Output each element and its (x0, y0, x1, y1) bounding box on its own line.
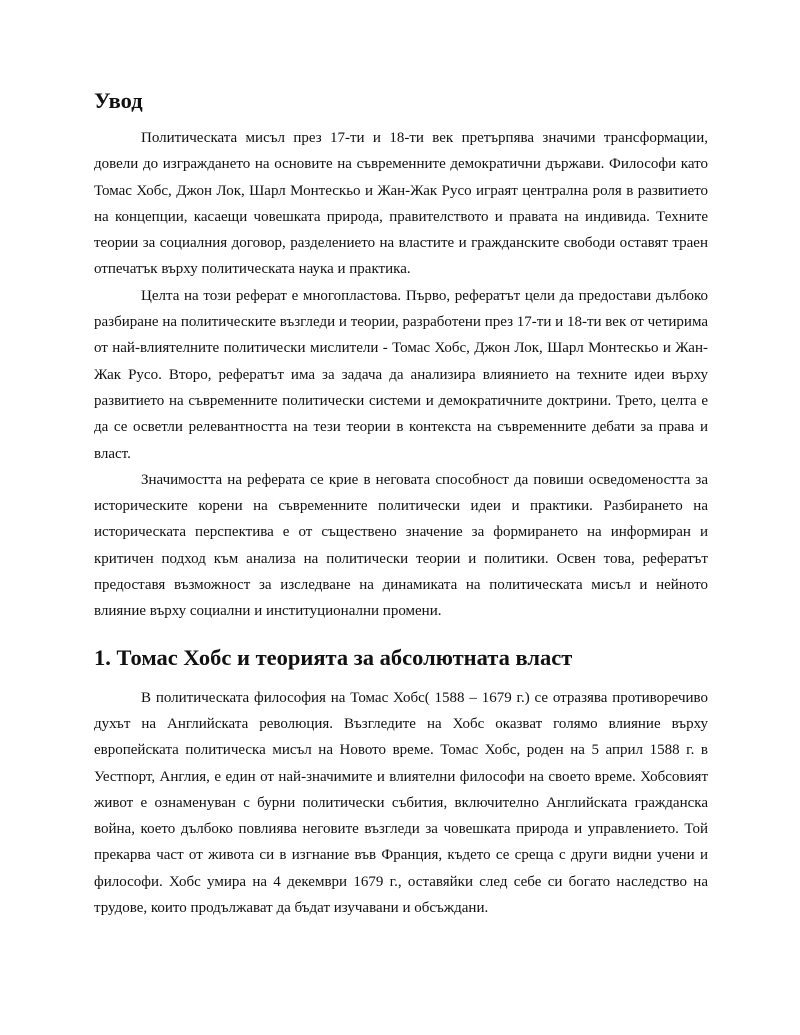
intro-paragraph-1: Политическата мисъл през 17-ти и 18-ти век претърпява значими трансформации, довели до изграждането на основите на съвременните демократични държави. Философи като Томас Хобс, Джон Лок, Шарл Монтескьо и Жан-Жак Русо играят централна роля в развитието на концепции, касаещи човешката природа, правителството и правата на индивида. Техните теории за социалния договор, разделението на властите и гражданските свободи оставят траен отпечатък върху политическата наука и практика. (94, 130, 708, 278)
document-body (94, 86, 708, 921)
intro-paragraph-2: Целта на този реферат е многопластова. Първо, рефератът цели да предостави дълбоко разбиране на политическите възгледи и теории, разработени през 17-ти и 18-ти век от четирима от най-влиятелните политически мислители - Томас Хобс, Джон Лок, Шарл Монтескьо и Жан-Жак Русо. Второ, рефератът има за задача да анализира влиянието на техните идеи върху развитието на съвременните политически системи и демократичните доктрини. Трето, целта е да се осветли релевантността на тези теории в контекста на съвременните дебати за права и власт. (94, 287, 708, 462)
section-1-paragraph-1: В политическата философия на Томас Хобс( 1588 – 1679 г.) се отразява противоречиво духът на Английската революция. Възгледите на Хобс оказват голямо влияние върху европейската политическа мисъл на Новото време. Томас Хобс, роден на 5 април 1588 г. в Уестпорт, Англия, е един от най-значимите и влиятелни философи на своето време. Хобсовият живот е ознаменуван с бурни политически събития, включително Английската гражданска война, което дълбоко повлиява неговите възгледи за човешката природа и управлението. Той прекарва част от живота си в изгнание във Франция, където се среща с други видни учени и философи. Хобс умира на 4 декември 1679 г., оставяйки след себе си богато наследство на трудове, които продължават да бъдат изучавани и обсъждани. (94, 689, 708, 917)
section-1-heading: 1. Томас Хобс и теорията за абсолютната власт (94, 644, 573, 670)
intro-paragraph-3: Значимостта на реферата се крие в неговата способност да повиши осведомеността за историческите корени на съвременните политически идеи и практики. Разбирането на историческата перспектива е от съществено значение за формирането на информиран и критичен подход към анализа на политически теории и политики. Освен това, рефератът предоставя възможност за изследване на динамиката на политическата мисъл и нейното влияние върху социални и институционални промени. (94, 471, 708, 620)
intro-heading: Увод (94, 88, 143, 113)
